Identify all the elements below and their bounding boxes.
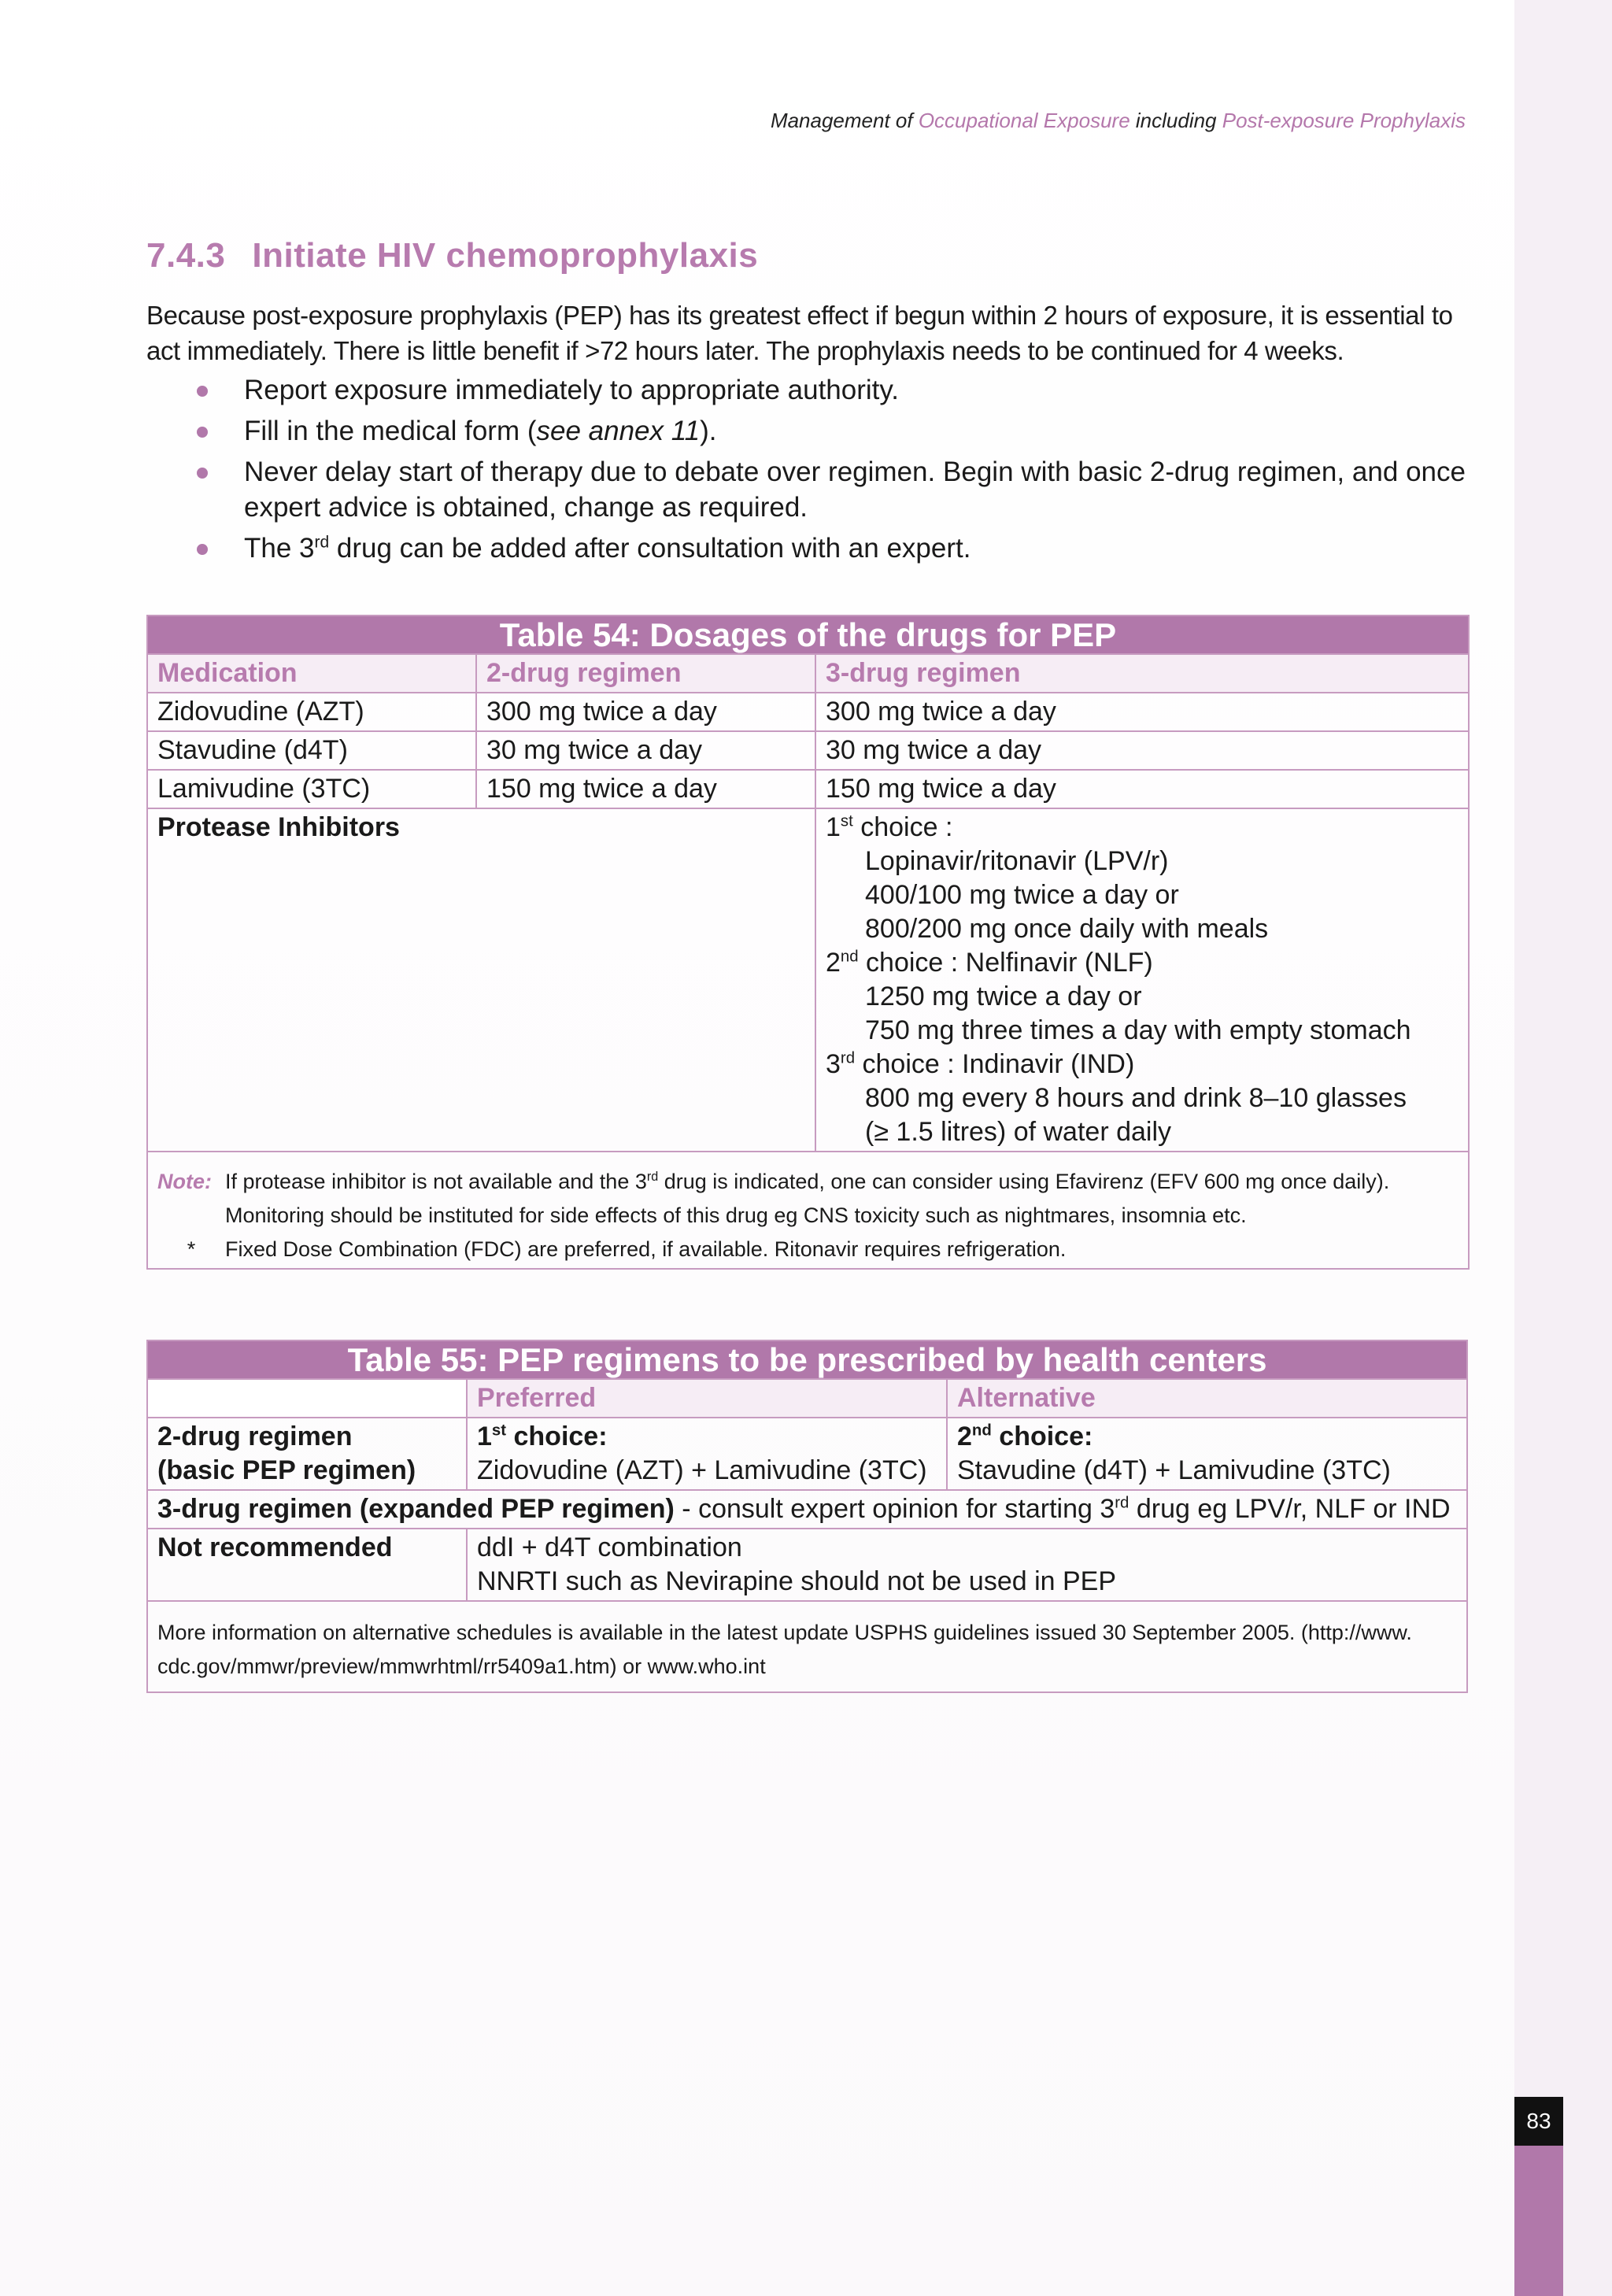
choice-number: 2 — [826, 948, 841, 978]
table-cell: Lamivudine (3TC) — [147, 770, 476, 808]
expanded-regimen-text: - consult expert opinion for starting 3 — [674, 1494, 1115, 1524]
note-text-end: drug is indicated, one can consider using Efavirenz (EFV 600 mg once daily). — [658, 1170, 1390, 1193]
not-recommended-cell — [467, 1529, 1467, 1601]
header-middle: including — [1130, 109, 1222, 132]
superscript: nd — [971, 1422, 992, 1440]
choice-1 — [826, 811, 1459, 845]
intro-paragraph: Because post-exposure prophylaxis (PEP) has its greatest effect if begun within 2 hours of exposure, it is essential to act immediately. There is little benefit if >72 hours later. The prophylaxis needs to be continued for 4 weeks. — [146, 301, 1453, 365]
choice-detail: Lopinavir/ritonavir (LPV/r) — [865, 846, 1169, 876]
note-row — [147, 1152, 1469, 1269]
choice-detail: (≥ 1.5 litres) of water daily — [865, 1117, 1172, 1147]
column-header — [147, 1379, 467, 1418]
bullet-text: Report exposure immediately to appropriate authority. — [244, 375, 900, 405]
choice-text: choice : Indinavir (IND) — [855, 1049, 1135, 1079]
note-text: Fixed Dose Combination (FDC) are preferred, if available. Ritonavir requires refrigeration. — [225, 1237, 1067, 1261]
expanded-regimen-label: 3-drug regimen (expanded PEP regimen) — [157, 1494, 675, 1524]
bullet-item — [146, 413, 1466, 449]
table-cell: 30 mg twice a day — [815, 731, 1469, 770]
regimen-label-line: 2-drug regimen — [157, 1422, 353, 1451]
note-line-3 — [157, 1233, 1459, 1266]
choice-detail: Stavudine (d4T) + Lamivudine (3TC) — [957, 1455, 1391, 1485]
table-row — [147, 770, 1469, 808]
header-prefix: Management of — [770, 109, 919, 132]
section-number: 7.4.3 — [146, 236, 226, 275]
page-number: 83 — [1514, 2097, 1563, 2146]
header-accent-2: Post-exposure Prophylaxis — [1222, 109, 1466, 132]
protease-inhibitors-label: Protease Inhibitors — [147, 808, 815, 1152]
more-information: More information on alternative schedules is available in the latest update USPHS guidelines issued 30 September 2005. (http://www. cdc.gov/mmwr/preview/mmwrhtml/rr5409a1.htm) or www.who.int — [147, 1601, 1467, 1692]
bullet-text-end: ). — [700, 416, 717, 446]
bullet-icon — [197, 427, 208, 438]
choice-heading — [957, 1420, 1457, 1454]
table-row — [147, 1418, 1467, 1490]
section-heading — [146, 236, 758, 275]
table-title-row — [147, 1340, 1467, 1379]
table-cell: 30 mg twice a day — [476, 731, 815, 770]
note-text: If protease inhibitor is not available and the 3 — [225, 1170, 647, 1193]
protease-inhibitors-row — [147, 808, 1469, 1152]
bullet-text: Fill in the medical form ( — [244, 416, 537, 446]
note-line-1 — [157, 1165, 1459, 1199]
bullet-item — [146, 531, 1466, 566]
choice-text: choice : Nelfinavir (NLF) — [858, 948, 1153, 978]
table-row — [147, 693, 1469, 731]
column-header: Preferred — [467, 1379, 947, 1418]
choice-text: choice: — [506, 1422, 608, 1451]
alternative-cell — [947, 1418, 1467, 1490]
side-strip — [1514, 0, 1612, 2296]
column-header: 2-drug regimen — [476, 654, 815, 693]
superscript: rd — [1115, 1494, 1130, 1512]
choice-detail: 1250 mg twice a day or — [865, 982, 1142, 1011]
column-header: Alternative — [947, 1379, 1467, 1418]
superscript: st — [491, 1422, 507, 1440]
asterisk: * — [187, 1237, 196, 1261]
table-header-row — [147, 1379, 1467, 1418]
table-cell: 150 mg twice a day — [476, 770, 815, 808]
choice-number: 1 — [477, 1422, 492, 1451]
table-cell: Zidovudine (AZT) — [147, 693, 476, 731]
expanded-regimen-text-end: drug eg LPV/r, NLF or IND — [1129, 1494, 1451, 1524]
superscript: nd — [840, 948, 859, 966]
table-title-row — [147, 616, 1469, 654]
bullet-list — [146, 372, 1466, 571]
table-cell: Stavudine (d4T) — [147, 731, 476, 770]
choice-number: 3 — [826, 1049, 841, 1079]
preferred-cell — [467, 1418, 947, 1490]
choice-number: 1 — [826, 812, 841, 842]
not-recommended-line: ddI + d4T combination — [477, 1533, 742, 1562]
table-54-title: Table 54: Dosages of the drugs for PEP — [147, 616, 1469, 654]
side-tab — [1514, 2146, 1563, 2296]
note-label: Note: — [157, 1170, 212, 1193]
choice-detail: 750 mg three times a day with empty stomach — [865, 1015, 1411, 1045]
bullet-icon — [197, 386, 208, 397]
choice-detail: Zidovudine (AZT) + Lamivudine (3TC) — [477, 1455, 927, 1485]
choice-number: 2 — [957, 1422, 972, 1451]
bullet-text: Never delay start of therapy due to debate over regimen. Begin with basic 2-drug regimen, and once expert advice is obtained, change as required. — [244, 457, 1466, 523]
table-row — [147, 1490, 1467, 1529]
choice-text: choice: — [991, 1422, 1093, 1451]
choice-heading — [477, 1420, 937, 1454]
column-header: 3-drug regimen — [815, 654, 1469, 693]
choice-2 — [826, 946, 1459, 980]
table-header-row — [147, 654, 1469, 693]
superscript: rd — [840, 1049, 856, 1067]
bullet-text: The 3 — [244, 533, 315, 564]
running-header — [771, 109, 1466, 133]
superscript: rd — [314, 533, 330, 552]
note-line-2: Monitoring should be instituted for side effects of this drug eg CNS toxicity such as nightmares, insomnia etc. — [225, 1203, 1247, 1227]
table-54 — [146, 615, 1470, 1270]
table-55 — [146, 1340, 1468, 1693]
annex-reference: see annex 11 — [536, 416, 701, 446]
choice-3 — [826, 1048, 1459, 1081]
bullet-icon — [197, 468, 208, 479]
info-row — [147, 1601, 1467, 1692]
header-accent-1: Occupational Exposure — [918, 109, 1130, 132]
regimen-label-line: (basic PEP regimen) — [157, 1455, 416, 1485]
table-cell: 150 mg twice a day — [815, 770, 1469, 808]
bullet-item — [146, 454, 1466, 525]
choice-detail: 800 mg every 8 hours and drink 8–10 glasses — [865, 1083, 1407, 1113]
choice-detail: 400/100 mg twice a day or — [865, 880, 1179, 910]
table-row — [147, 731, 1469, 770]
table-row — [147, 1529, 1467, 1601]
table-cell: 300 mg twice a day — [815, 693, 1469, 731]
choice-text: choice : — [852, 812, 953, 842]
bullet-item — [146, 372, 1466, 408]
choice-detail: 800/200 mg once daily with meals — [865, 914, 1269, 944]
superscript: st — [840, 812, 853, 830]
column-header: Medication — [147, 654, 476, 693]
protease-inhibitors-choices — [815, 808, 1469, 1152]
table-cell: 300 mg twice a day — [476, 693, 815, 731]
bullet-text-end: drug can be added after consultation with an expert. — [329, 533, 971, 564]
expanded-regimen-cell — [147, 1490, 1467, 1529]
bullet-icon — [197, 544, 208, 555]
table-55-title: Table 55: PEP regimens to be prescribed by health centers — [147, 1340, 1467, 1379]
regimen-label — [147, 1418, 467, 1490]
table-note — [147, 1152, 1469, 1269]
not-recommended-label: Not recommended — [147, 1529, 467, 1601]
not-recommended-line: NNRTI such as Nevirapine should not be used in PEP — [477, 1566, 1117, 1596]
section-title: Initiate HIV chemoprophylaxis — [252, 236, 759, 275]
superscript: rd — [646, 1170, 659, 1184]
